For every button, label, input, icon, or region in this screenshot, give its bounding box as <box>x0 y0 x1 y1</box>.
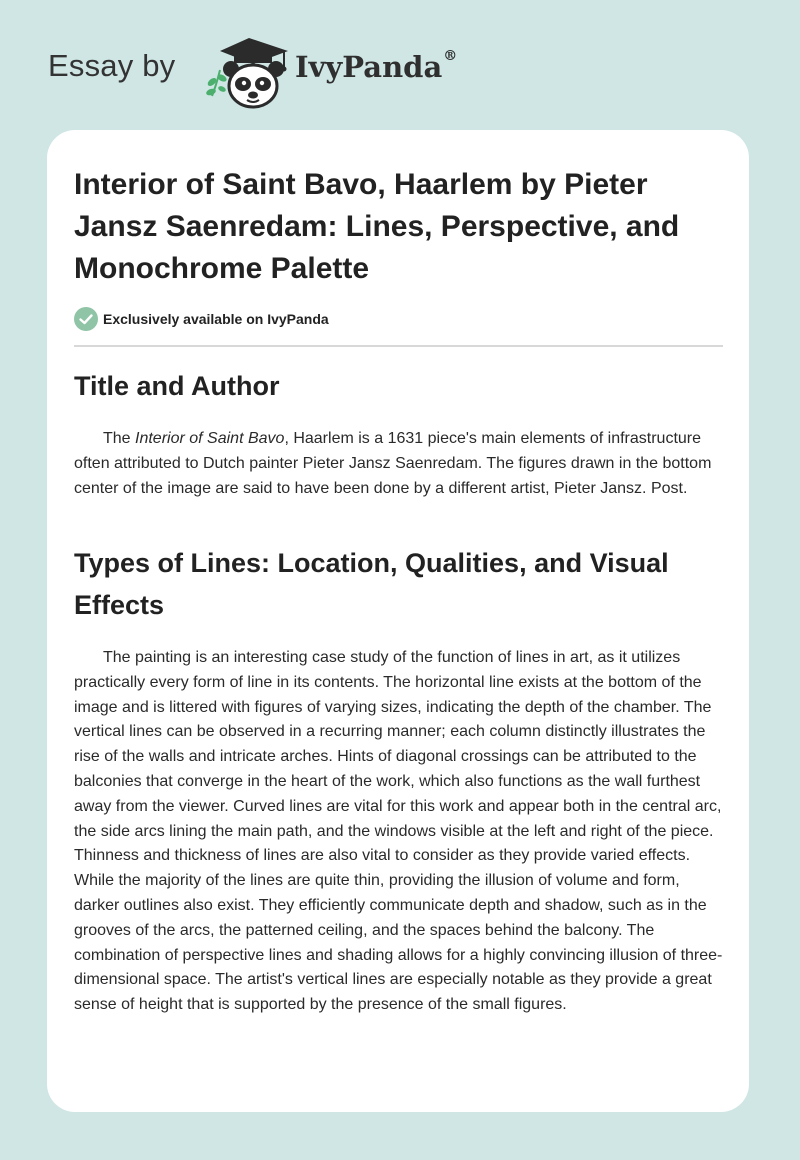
registered-mark: ® <box>443 48 458 64</box>
exclusive-badge-text: Exclusively available on IvyPanda <box>103 311 329 327</box>
paragraph-text-after: , Haarlem is a 1631 piece's main elements of infrastructure often attributed to Dutch painter Pieter Jansz Saenredam. The figures drawn in the bottom center of the image are said to have been done by a different artist, Pieter Jansz. Post. <box>74 430 712 497</box>
check-circle-icon <box>74 307 98 331</box>
section-paragraph-title-and-author <box>74 427 724 501</box>
title-divider <box>74 345 723 347</box>
section-heading-types-of-lines: Types of Lines: Location, Qualities, and Visual Effects <box>74 548 669 620</box>
section-paragraph-types-of-lines: The painting is an interesting case study of the function of lines in art, as it utilizes practically every form of line in its contents. The horizontal line exists at the bottom of the image and is littered with figures of varying sizes, indicating the depth of the chamber. The vertical lines can be observed in a recurring manner; each column distinctly illustrates the rise of the walls and intricate arches. Hints of diagonal crossings can be attributed to the balconies that converge in the heart of the work, which also functions as the wall furthest away from the viewer. Curved lines are vital for this work and appear both in the central arc, the side arcs lining the main path, and the windows visible at the left and right of the piece. Thinness and thickness of lines are also vital to consider as they provide varied effects. While the majority of the lines are quite thin, providing the illusion of volume and form, darker outlines also exist. They efficiently communicate depth and shadow, such as in the grooves of the arcs, the patterned ceiling, and the spaces behind the balcony. The combination of perspective lines and shading allows for a highly convincing illusion of three-dimensional space. The artist's vertical lines are especially notable as they provide a great sense of height that is supported by the presence of the small figures. <box>74 649 723 1014</box>
essay-card <box>47 130 749 1112</box>
section-heading-title-and-author: Title and Author <box>74 371 280 401</box>
brand-name[interactable] <box>295 50 457 84</box>
brand-prefix: Essay by <box>48 48 176 83</box>
paragraph-text-before: The <box>103 430 136 447</box>
essay-title: Interior of Saint Bavo, Haarlem by Pieter Jansz Saenredam: Lines, Perspective, and Monochrome Palette <box>74 168 680 285</box>
brand-name-text: IvyPanda <box>295 50 443 84</box>
panda-graduate-logo-icon[interactable] <box>200 34 294 110</box>
site-header <box>0 0 800 130</box>
painting-title-emphasis: Interior of Saint Bavo <box>135 430 285 447</box>
exclusive-badge <box>74 306 329 332</box>
